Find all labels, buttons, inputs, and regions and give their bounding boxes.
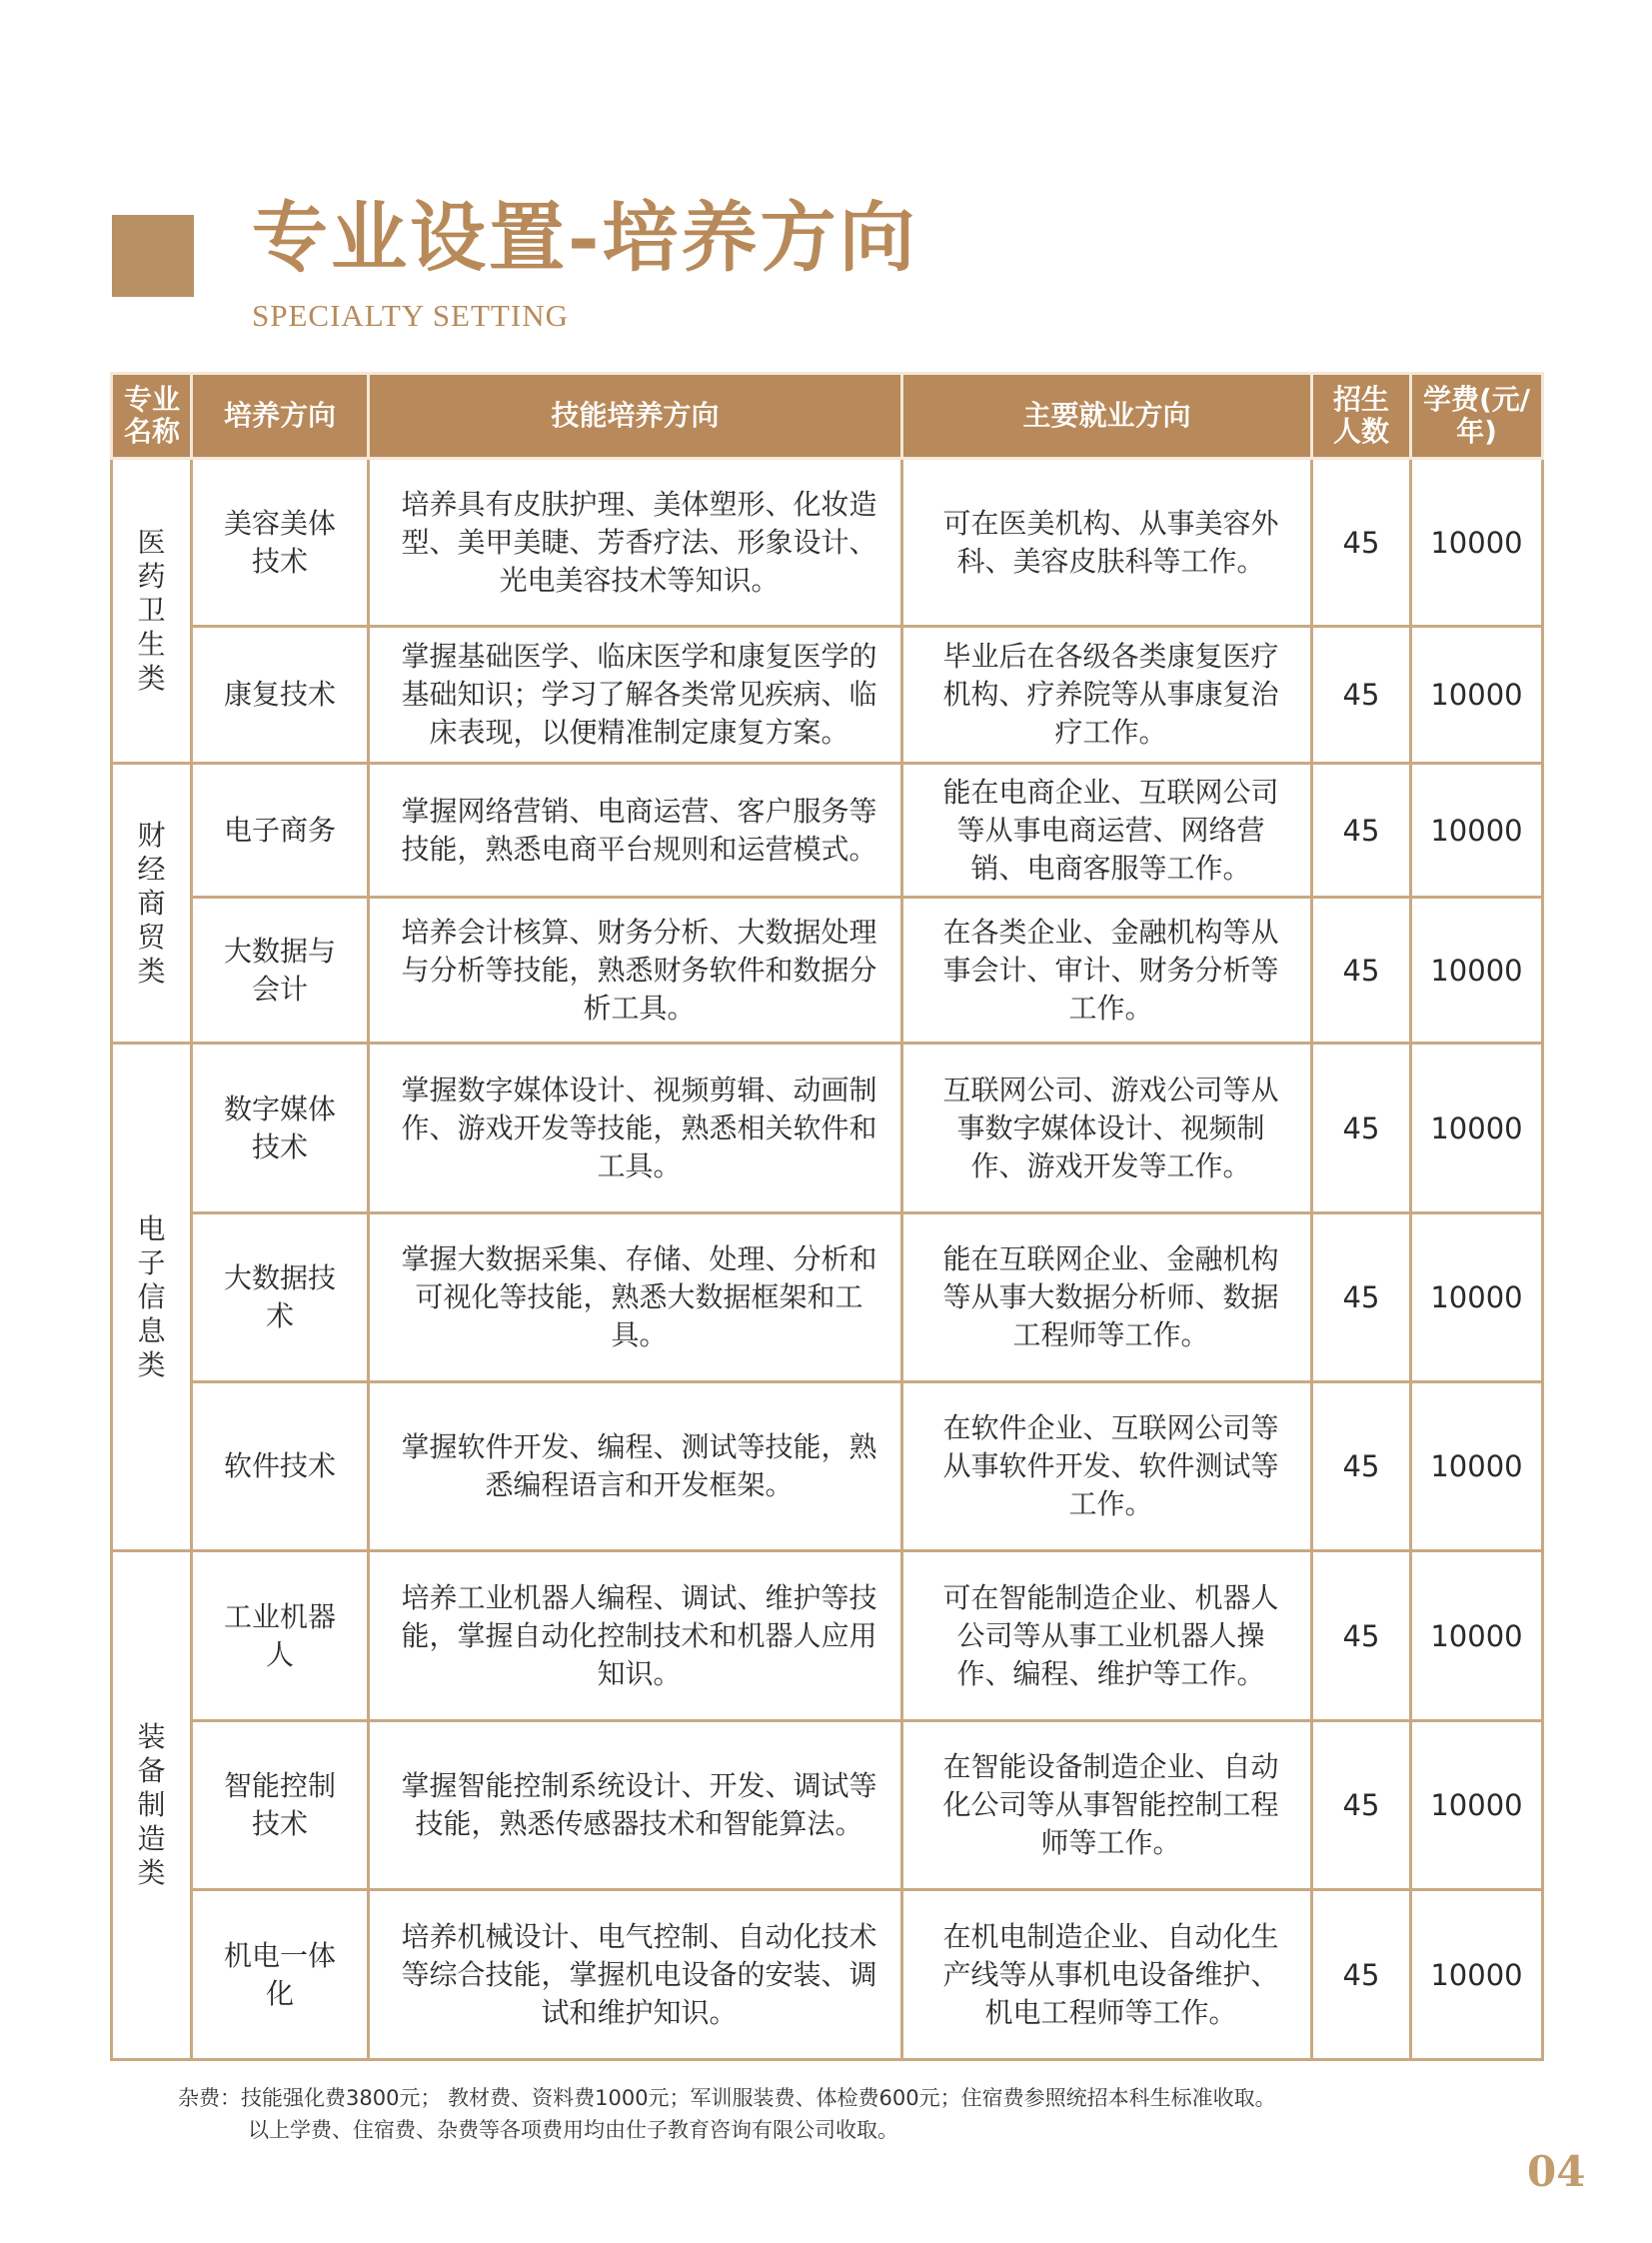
enroll-cell: 45 [1312,1044,1411,1213]
skills-cell: 掌握数字媒体设计、视频剪辑、动画制作、游戏开发等技能，熟悉相关软件和工具。 [369,1044,902,1213]
direction-cell: 大数据与会计 [192,898,369,1044]
col-header-direction: 培养方向 [192,374,369,459]
jobs-cell: 在各类企业、金融机构等从事会计、审计、财务分析等工作。 [902,898,1312,1044]
direction-cell: 大数据技术 [192,1213,369,1382]
fee-cell: 10000 [1411,1721,1543,1890]
skills-cell: 掌握大数据采集、存储、处理、分析和可视化等技能，熟悉大数据框架和工具。 [369,1213,902,1382]
skills-cell: 掌握智能控制系统设计、开发、调试等技能，熟悉传感器技术和智能算法。 [369,1721,902,1890]
skills-cell: 培养会计核算、财务分析、大数据处理与分析等技能，熟悉财务软件和数据分析工具。 [369,898,902,1044]
enroll-cell: 45 [1312,1213,1411,1382]
direction-cell: 机电一体化 [192,1890,369,2060]
fee-cell: 10000 [1411,1890,1543,2060]
direction-cell: 美容美体技术 [192,459,369,627]
fee-cell: 10000 [1411,627,1543,764]
table-header-row [112,374,1543,459]
col-header-jobs: 主要就业方向 [902,374,1312,459]
col-header-fee: 学费(元/年) [1411,374,1543,459]
skills-cell: 培养具有皮肤护理、美体塑形、化妆造型、美甲美睫、芳香疗法、形象设计、光电美容技术等知识。 [369,459,902,627]
col-header-skills: 技能培养方向 [369,374,902,459]
jobs-cell: 可在智能制造企业、机器人公司等从事工业机器人操作、编程、维护等工作。 [902,1551,1312,1721]
page-title: 专业设置-培养方向 [252,193,918,282]
col-header-enroll: 招生人数 [1312,374,1411,459]
skills-cell: 培养工业机器人编程、调试、维护等技能，掌握自动化控制技术和机器人应用知识。 [369,1551,902,1721]
table-row [112,1382,1543,1551]
table-row [112,1213,1543,1382]
category-cell: 电子信息类 [112,1044,192,1551]
enroll-cell: 45 [1312,459,1411,627]
enroll-cell: 45 [1312,627,1411,764]
jobs-cell: 在机电制造企业、自动化生产线等从事机电设备维护、机电工程师等工作。 [902,1890,1312,2060]
jobs-cell: 能在电商企业、互联网公司等从事电商运营、网络营销、电商客服等工作。 [902,764,1312,898]
category-cell: 装备制造类 [112,1551,192,2060]
fee-cell: 10000 [1411,459,1543,627]
fee-note [178,2082,1276,2146]
table-row [112,1890,1543,2060]
page-number: 04 [1527,2147,1586,2196]
fee-cell: 10000 [1411,1213,1543,1382]
fee-cell: 10000 [1411,1044,1543,1213]
specialty-table [110,372,1544,2061]
skills-cell: 掌握基础医学、临床医学和康复医学的基础知识；学习了解各类常见疾病、临床表现，以便精准制定康复方案。 [369,627,902,764]
table-row [112,764,1543,898]
jobs-cell: 在软件企业、互联网公司等从事软件开发、软件测试等工作。 [902,1382,1312,1551]
skills-cell: 掌握网络营销、电商运营、客户服务等技能，熟悉电商平台规则和运营模式。 [369,764,902,898]
table-row [112,459,1543,627]
title-decor-block [112,215,194,297]
fee-note-line: 以上学费、住宿费、杂费等各项费用均由仕子教育咨询有限公司收取。 [248,2118,898,2142]
table-row [112,898,1543,1044]
category-cell: 财经商贸类 [112,764,192,1044]
enroll-cell: 45 [1312,1382,1411,1551]
direction-cell: 工业机器人 [192,1551,369,1721]
jobs-cell: 互联网公司、游戏公司等从事数字媒体设计、视频制作、游戏开发等工作。 [902,1044,1312,1213]
enroll-cell: 45 [1312,764,1411,898]
jobs-cell: 可在医美机构、从事美容外科、美容皮肤科等工作。 [902,459,1312,627]
fee-note-line: 杂费：技能强化费3800元； 教材费、资料费1000元；军训服装费、体检费600元；住宿费参照统招本科生标准收取。 [178,2086,1276,2110]
table-row [112,1551,1543,1721]
direction-cell: 电子商务 [192,764,369,898]
enroll-cell: 45 [1312,1890,1411,2060]
fee-cell: 10000 [1411,1551,1543,1721]
direction-cell: 软件技术 [192,1382,369,1551]
skills-cell: 培养机械设计、电气控制、自动化技术等综合技能，掌握机电设备的安装、调试和维护知识。 [369,1890,902,2060]
skills-cell: 掌握软件开发、编程、测试等技能，熟悉编程语言和开发框架。 [369,1382,902,1551]
fee-cell: 10000 [1411,1382,1543,1551]
jobs-cell: 在智能设备制造企业、自动化公司等从事智能控制工程师等工作。 [902,1721,1312,1890]
enroll-cell: 45 [1312,898,1411,1044]
col-header-major: 专业名称 [112,374,192,459]
table-row [112,1721,1543,1890]
table-row [112,627,1543,764]
fee-cell: 10000 [1411,898,1543,1044]
direction-cell: 康复技术 [192,627,369,764]
table-row [112,1044,1543,1213]
direction-cell: 智能控制技术 [192,1721,369,1890]
jobs-cell: 毕业后在各级各类康复医疗机构、疗养院等从事康复治疗工作。 [902,627,1312,764]
page-subtitle: SPECIALTY SETTING [252,298,569,333]
enroll-cell: 45 [1312,1721,1411,1890]
category-cell: 医药卫生类 [112,459,192,764]
fee-cell: 10000 [1411,764,1543,898]
direction-cell: 数字媒体技术 [192,1044,369,1213]
enroll-cell: 45 [1312,1551,1411,1721]
jobs-cell: 能在互联网企业、金融机构等从事大数据分析师、数据工程师等工作。 [902,1213,1312,1382]
